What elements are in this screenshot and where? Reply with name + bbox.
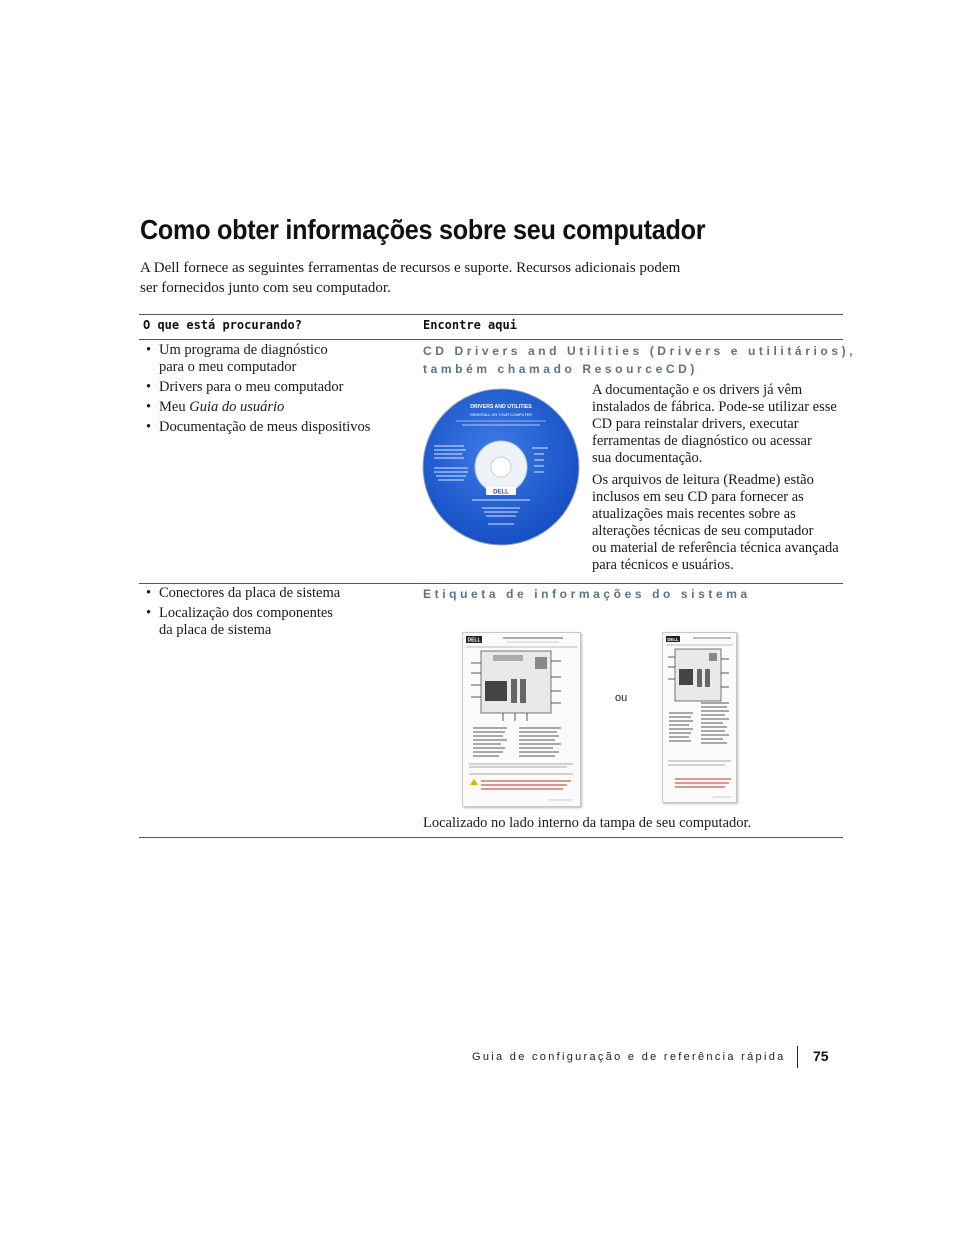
- heading-line: CD Drivers and Utilities (Drivers e utilitários),: [423, 344, 857, 358]
- list-item: [146, 342, 406, 376]
- row-divider: [139, 583, 843, 584]
- list-item-line: Localização dos componentes: [159, 605, 333, 621]
- users-guide-title: Guia do usuário: [189, 399, 285, 415]
- table-header-find-here: Encontre aqui: [423, 318, 517, 332]
- table-header-rule: [139, 339, 843, 340]
- readme-line: atualizações mais recentes sobre as: [592, 506, 796, 522]
- readme-line: alterações técnicas de seu computador: [592, 523, 814, 539]
- cd-section-heading: [423, 342, 856, 378]
- cd-line: ferramentas de diagnóstico ou acessar: [592, 433, 812, 449]
- row2-bullet-list: [146, 585, 406, 642]
- footer-divider: [797, 1046, 798, 1068]
- list-item-line: Um programa de diagnóstico: [159, 342, 328, 358]
- dell-logo-icon: DELL: [667, 636, 679, 642]
- intro-line: A Dell fornece as seguintes ferramentas de recursos e suporte. Recursos adicionais podem: [140, 260, 681, 276]
- readme-line: para técnicos e usuários.: [592, 557, 734, 573]
- cd-paragraph: [592, 382, 844, 467]
- page-number: 75: [813, 1048, 829, 1064]
- heading-line: Etiqueta de informações do sistema: [423, 587, 751, 601]
- cd-line: CD para reinstalar drivers, executar: [592, 416, 799, 432]
- list-item-line: da placa de sistema: [159, 622, 272, 638]
- table-top-rule: [139, 314, 843, 315]
- intro-line: ser fornecidos junto com seu computador.: [140, 280, 391, 296]
- cd-label-line: REINSTALL ON YOUR COMPUTER: [470, 413, 532, 417]
- cd-label-line: DRIVERS AND UTILITIES: [470, 404, 532, 410]
- list-item-line: para o meu computador: [159, 359, 297, 375]
- list-item-line: Conectores da placa de sistema: [159, 585, 341, 601]
- cd-description: [592, 382, 844, 579]
- list-item: [146, 585, 406, 602]
- row1-bullet-list: [146, 342, 406, 439]
- readme-line: Os arquivos de leitura (Readme) estão: [592, 472, 814, 488]
- list-item: [146, 419, 406, 436]
- dell-logo-icon: DELL: [493, 489, 509, 496]
- system-label-heading: [423, 585, 751, 603]
- table-header-looking-for: O que está procurando?: [143, 318, 302, 332]
- list-item: [146, 399, 406, 416]
- list-item-line: Documentação de meus dispositivos: [159, 419, 371, 435]
- cd-line: sua documentação.: [592, 450, 703, 466]
- or-separator: ou: [615, 692, 628, 704]
- list-item: [146, 605, 406, 639]
- footer-guide-title: Guia de configuração e de referência rápida: [472, 1051, 786, 1063]
- cd-line: instalados de fábrica. Pode-se utilizar esse: [592, 399, 837, 415]
- drivers-utilities-cd-image: [422, 388, 580, 546]
- cd-line: A documentação e os drivers já vêm: [592, 382, 803, 398]
- table-bottom-rule: [139, 837, 843, 838]
- intro-paragraph: [140, 258, 740, 298]
- system-label-image-desktop: [462, 632, 581, 807]
- list-item-line: Drivers para o meu computador: [159, 379, 344, 395]
- page-title: Como obter informações sobre seu computador: [140, 214, 706, 245]
- heading-line: também chamado ResourceCD): [423, 362, 698, 376]
- readme-line: ou material de referência técnica avançada: [592, 540, 839, 556]
- readme-paragraph: [592, 472, 844, 574]
- list-item-prefix: Meu: [159, 399, 190, 415]
- system-label-image-small-form-factor: [662, 632, 737, 803]
- dell-logo-icon: DELL: [467, 637, 481, 644]
- label-location-caption: Localizado no lado interno da tampa de seu computador.: [423, 815, 752, 831]
- list-item: [146, 379, 406, 396]
- readme-line: inclusos em seu CD para fornecer as: [592, 489, 804, 505]
